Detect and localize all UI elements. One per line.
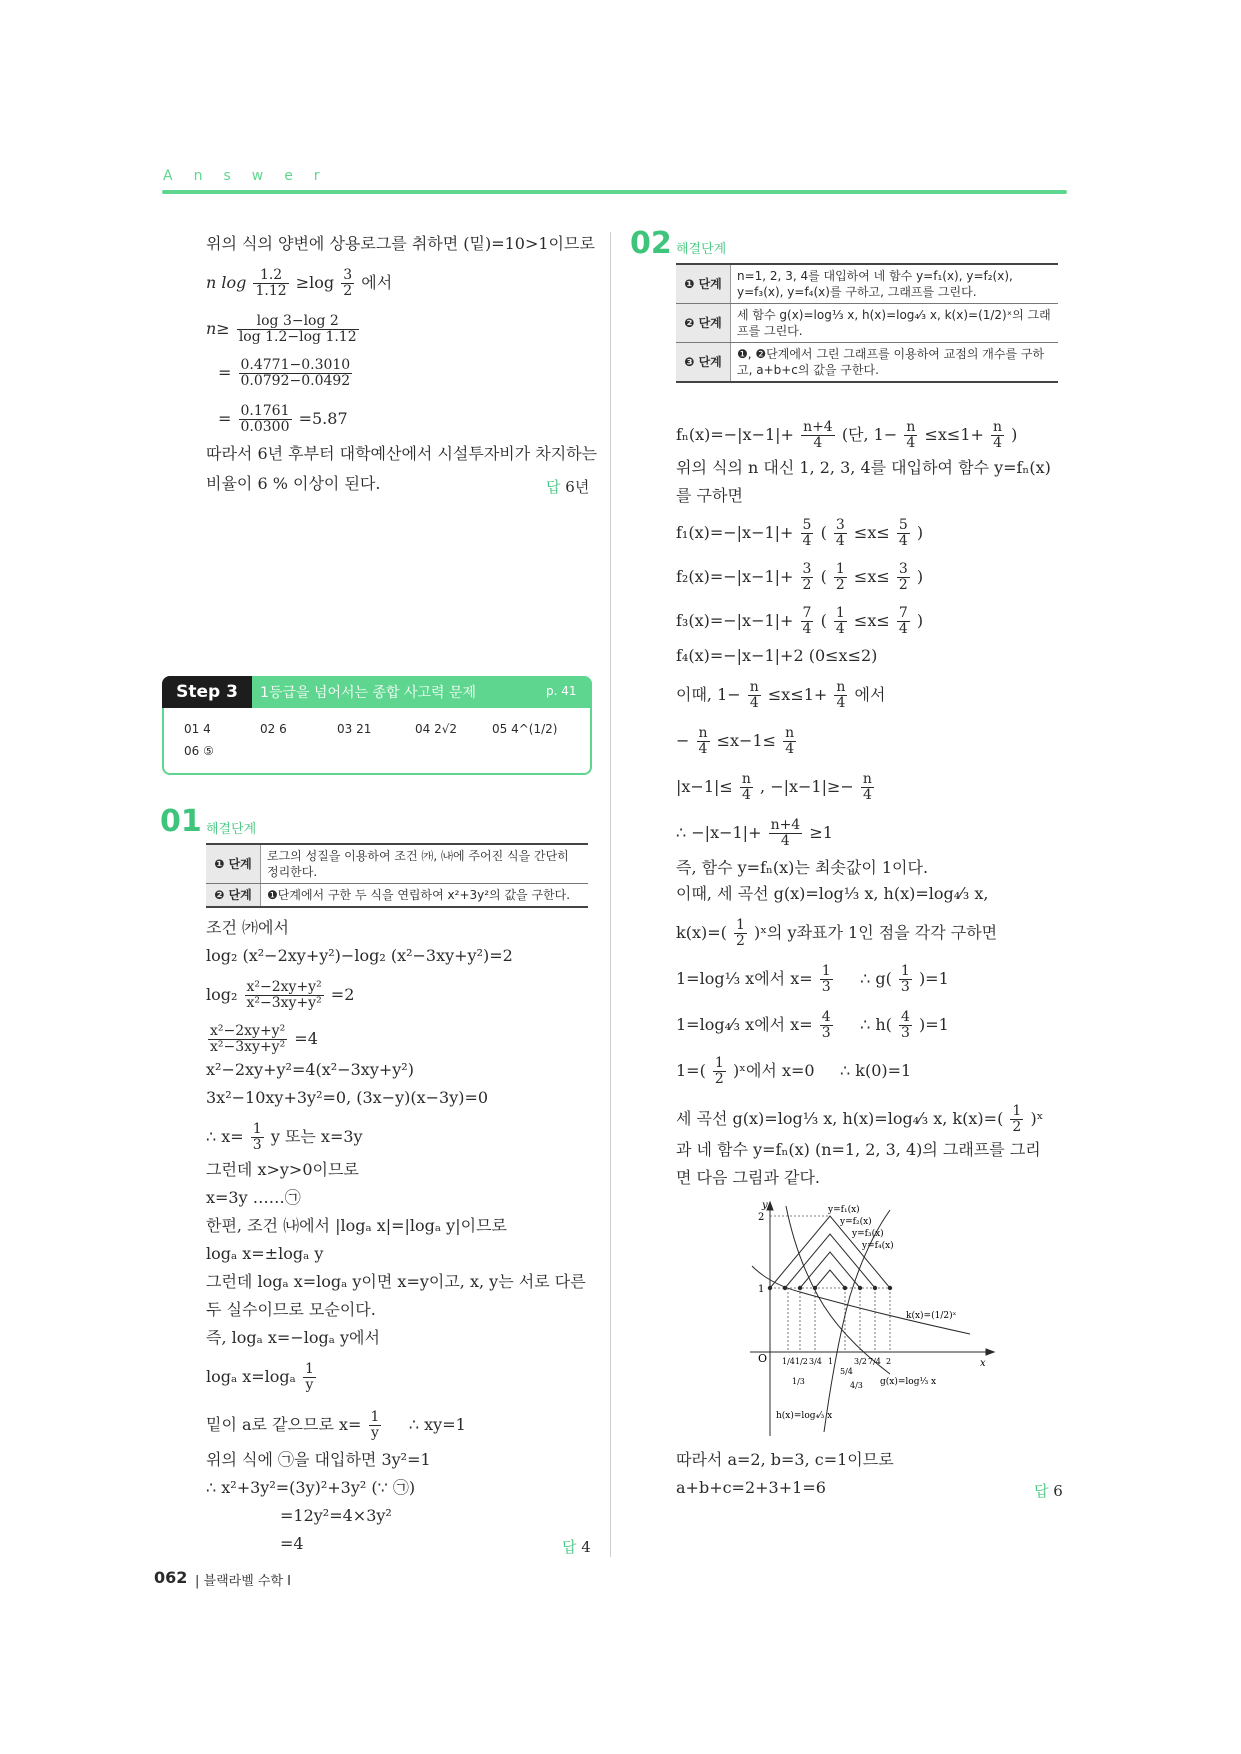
x-tick-label: 2 (886, 1357, 892, 1366)
text-line: 1=log⅓ x에서 x= $\frac{1}{3}$ ∴ g( $\frac{1}{3}$ )=1 (676, 963, 949, 995)
page-number: 062 (154, 1568, 188, 1587)
text-line: = $\frac{0.1761}{0.0300}$ =5.87 (218, 403, 348, 435)
x-tick-label: 1/4 (782, 1357, 795, 1366)
step3-tag: Step 3 (162, 676, 252, 708)
solution-label: 해결단계 (206, 822, 257, 837)
solution-label: 해결단계 (676, 242, 727, 257)
x-tick-label: 1/2 (795, 1357, 808, 1366)
x-tick-label: 4/3 (850, 1381, 863, 1390)
answer-badge: 답 6 (1034, 1482, 1063, 1500)
solution-number: 01 (160, 804, 202, 839)
text-line: 면 다음 그림과 같다. (676, 1168, 820, 1187)
k-curve (752, 1266, 970, 1334)
text-line: 과 네 함수 y=fₙ(x) (n=1, 2, 3, 4)의 그래프를 그리 (676, 1140, 1041, 1159)
text-line: 비율이 6 % 이상이 된다. (206, 474, 381, 493)
text-line: a+b+c=2+3+1=6 (676, 1478, 826, 1497)
function-graph (740, 1196, 1000, 1440)
text-line: ∴ x²+3y²=(3y)²+3y² (∵ ㉠) (206, 1478, 416, 1497)
x-tick-label: 3/2 (854, 1357, 867, 1366)
text-line: ∴ −|x−1|+ $\frac{n+4}{4}$ ≥1 (676, 817, 833, 849)
origin-label: O (758, 1352, 768, 1365)
y-axis-label: y (762, 1200, 768, 1211)
text-line: 위의 식에 ㉠을 대입하면 3y²=1 (206, 1450, 431, 1469)
text-line: 따라서 a=2, b=3, c=1이므로 (676, 1450, 894, 1469)
text-line: f₃(x)=−|x−1|+ $\frac{7}{4}$ ( $\frac{1}{4}$ ≤x≤ $\frac{7}{4}$ ) (676, 605, 924, 637)
x-axis-label: x (980, 1358, 986, 1369)
text-line: logₐ x=±logₐ y (206, 1244, 324, 1263)
k-label: k(x)=(1/2)ˣ (906, 1311, 957, 1321)
quick-answer: 01 4 (184, 722, 211, 736)
text-line: $\frac{\text{x²−2xy+y²}}{\text{x²−3xy+y²}}$ =4 (210, 1023, 318, 1055)
header-rule (162, 190, 1067, 194)
text-line: ∴ x= $\frac{1}{3}$ y 또는 x=3y (206, 1121, 363, 1153)
text-line: − $\frac{n}{4}$ ≤x−1≤ $\frac{n}{4}$ (676, 725, 795, 757)
text-line: 한편, 조건 ㈏에서 |logₐ x|=|logₐ y|이므로 (206, 1216, 507, 1235)
f2-label: y=f₂(x) (840, 1217, 872, 1227)
text-line: log₂ (x²−2xy+y²)−log₂ (x²−3xy+y²)=2 (206, 946, 513, 965)
text-line: 이때, 세 곡선 g(x)=log⅓ x, h(x)=log₄⁄₃ x, (676, 884, 989, 903)
text-line: f₂(x)=−|x−1|+ $\frac{3}{2}$ ( $\frac{1}{2}$ ≤x≤ $\frac{3}{2}$ ) (676, 561, 924, 593)
text-line: 그런데 x>y>0이므로 (206, 1160, 359, 1179)
text-line: 1=log₄⁄₃ x에서 x= $\frac{4}{3}$ ∴ h( $\frac{4}{3}$ )=1 (676, 1009, 949, 1041)
text-line: logₐ x=logₐ $\frac{1}{y}$ (206, 1361, 314, 1393)
y-tick-label: 1 (758, 1284, 765, 1295)
quick-answer: 06 ⑤ (184, 744, 214, 758)
text-line: 즉, 함수 y=fₙ(x)는 최솟값이 1이다. (676, 858, 929, 877)
text-line: 그런데 logₐ x=logₐ y이면 x=y이고, x, y는 서로 다른 (206, 1272, 586, 1291)
text-line: |x−1|≤ $\frac{n}{4}$ , −|x−1|≥− $\frac{n}{4}$ (676, 771, 872, 803)
text-line: 이때, 1− $\frac{n}{4}$ ≤x≤1+ $\frac{n}{4}$ 에서 (676, 679, 886, 711)
text-line: =4 (280, 1534, 304, 1553)
text-line: x=3y ……㉠ (206, 1188, 301, 1207)
f1-label: y=f₁(x) (828, 1205, 860, 1215)
f4-label: y=f₄(x) (862, 1241, 894, 1251)
quick-answer: 04 2√2 (415, 722, 457, 736)
text-line: 3x²−10xy+3y²=0, (3x−y)(x−3y)=0 (206, 1088, 489, 1107)
text-line: n≥ $\frac{\log 3-\log 2}{\log 1.2-\log 1.12}$ (206, 313, 357, 345)
text-line: = $\frac{0.4771-0.3010}{0.0792-0.0492}$ (218, 357, 351, 389)
g-label: g(x)=log⅓ x (880, 1377, 937, 1387)
text-line: f₄(x)=−|x−1|+2 (0≤x≤2) (676, 646, 878, 665)
y-tick-label: 2 (758, 1212, 765, 1223)
step-table: ❶ 단계 n=1, 2, 3, 4를 대입하여 네 함수 y=f₁(x), y=f₂(x), y=f₃(x), y=f₄(x)를 구하고, 그래프를 그린다. ❷ 단계 세 함수 g(x)=log⅓ x, h(x)=log₄⁄₃ x, k(x)=(1/2)ˣ의 그래프를 그린다. ❸ 단계 ❶, ❷단계에서 그린 그래프를 이용하여 교점의 개수를 구하고, a+b+c의 값을 구한다. (676, 263, 1058, 383)
text-line: 위의 식의 n 대신 1, 2, 3, 4를 대입하여 함수 y=fₙ(x) (676, 458, 1051, 477)
header-title: Answer (163, 168, 341, 184)
text-line: log₂ $\frac{\text{x²−2xy+y²}}{\text{x²−3xy+y²}}$ =2 (206, 979, 355, 1011)
answer-badge: 답 6년 (546, 478, 590, 496)
answer-badge: 답 4 (562, 1538, 591, 1556)
f3-label: y=f₃(x) (852, 1229, 884, 1239)
text-line: =12y²=4×3y² (280, 1506, 392, 1525)
x-tick-label: 7/4 (868, 1357, 881, 1366)
x-tick-label: 1/3 (792, 1377, 805, 1386)
text-line: n log $\frac{1.2}{1.12}$ ≥log $\frac{3}{2}$ 에서 (206, 267, 393, 299)
text-line: f₁(x)=−|x−1|+ $\frac{5}{4}$ ( $\frac{3}{4}$ ≤x≤ $\frac{5}{4}$ ) (676, 517, 924, 549)
text-line: 세 곡선 g(x)=log⅓ x, h(x)=log₄⁄₃ x, k(x)=( $\frac{1}{2}$ )ˣ (676, 1103, 1044, 1135)
text-line: fₙ(x)=−|x−1|+ $\frac{n+4}{4}$ (단, 1− $\frac{n}{4}$ ≤x≤1+ $\frac{n}{4}$ ) (676, 419, 1018, 451)
x-tick-label: 3/4 (809, 1357, 822, 1366)
text-line: 1=( $\frac{1}{2}$ )ˣ에서 x=0 ∴ k(0)=1 (676, 1055, 912, 1087)
quick-answer: 02 6 (260, 722, 287, 736)
text-line: 를 구하면 (676, 486, 743, 505)
step-table: ❶ 단계 로그의 성질을 이용하여 조건 ㈎, ㈏에 주어진 식을 간단히 정리한다. ❷ 단계 ❶단계에서 구한 두 식을 연립하여 x²+3y²의 값을 구한다. (206, 843, 588, 908)
text-line: 즉, logₐ x=−logₐ y에서 (206, 1328, 380, 1347)
f1-curve (815, 1270, 845, 1288)
x-tick-label: 1 (828, 1357, 834, 1366)
text-line: k(x)=( $\frac{1}{2}$ )ˣ의 y좌표가 1인 점을 각각 구하면 (676, 917, 998, 949)
quick-answer: 03 21 (337, 722, 372, 736)
h-label: h(x)=log₄⁄₃ x (776, 1411, 833, 1421)
book-title: | 블랙라벨 수학 I (195, 1574, 291, 1589)
x-tick-label: 5/4 (840, 1367, 853, 1376)
text-line: 두 실수이므로 모순이다. (206, 1300, 376, 1319)
column-divider (610, 232, 611, 1557)
solution-number: 02 (630, 226, 672, 261)
step3-title: 1등급을 넘어서는 종합 사고력 문제 (260, 685, 477, 701)
quick-answer: 05 4^(1/2) (492, 722, 558, 736)
step3-page-ref: p. 41 (546, 684, 577, 698)
text-line: 위의 식의 양변에 상용로그를 취하면 (밑)=10>1이므로 (206, 234, 595, 253)
text-line: 따라서 6년 후부터 대학예산에서 시설투자비가 차지하는 (206, 444, 598, 463)
text-line: 조건 ㈎에서 (206, 918, 289, 937)
text-line: 밑이 a로 같으므로 x= $\frac{1}{y}$ ∴ xy=1 (206, 1409, 466, 1441)
text-line: x²−2xy+y²=4(x²−3xy+y²) (206, 1060, 414, 1079)
